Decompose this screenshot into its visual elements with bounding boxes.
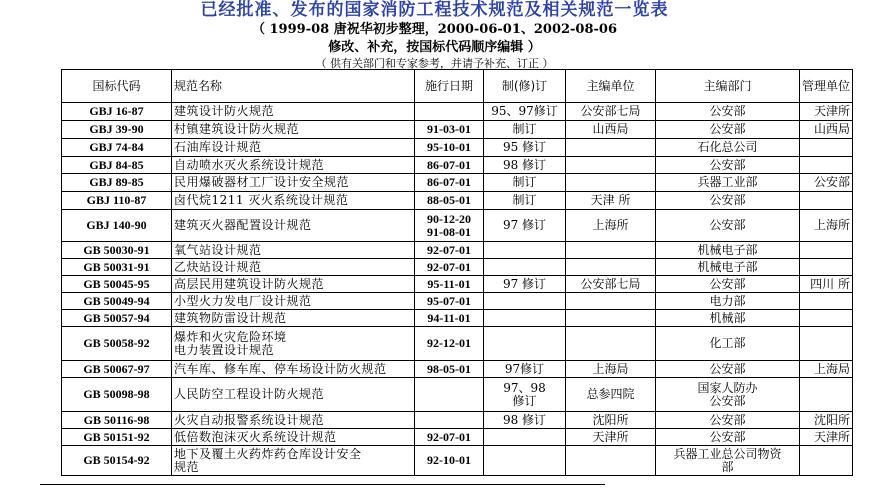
cell-date: 90-12-20 91-08-01 xyxy=(415,210,484,242)
cell-dept: 电力部 xyxy=(656,293,800,310)
cell-unit xyxy=(566,139,656,157)
cell-date: 95-11-01 xyxy=(415,276,484,293)
cell-dept: 公安部 xyxy=(656,103,800,121)
cell-name: 高层民用建筑设计防火规范 xyxy=(172,276,415,293)
cell-rev: 98 修订 xyxy=(484,157,566,174)
cell-dept: 公安部 xyxy=(656,121,800,139)
cell-dept: 化工部 xyxy=(656,327,800,361)
cell-dept: 机械电子部 xyxy=(656,242,800,259)
cell-mgmt xyxy=(800,310,853,327)
table-row xyxy=(62,327,853,361)
header-date: 施行日期 xyxy=(415,70,484,103)
cell-dept: 国家人防办 公安部 xyxy=(656,378,800,412)
cell-unit: 天津所 xyxy=(566,429,656,446)
cell-code: GB 50116-98 xyxy=(62,412,172,429)
table-row xyxy=(62,139,853,157)
cell-name: 低倍数泡沫灭火系统设计规范 xyxy=(172,429,415,446)
table-row xyxy=(62,192,853,210)
cell-name: 乙炔站设计规范 xyxy=(172,259,415,276)
cell-mgmt xyxy=(800,378,853,412)
page-title: 已经批准、发布的国家消防工程技术规范及相关规范一览表 xyxy=(200,0,669,20)
cell-unit xyxy=(566,327,656,361)
cell-date: 91-03-01 xyxy=(415,121,484,139)
cell-date: 92-07-01 xyxy=(415,429,484,446)
cell-name: 村镇建筑设计防火规范 xyxy=(172,121,415,139)
cell-dept: 公安部 xyxy=(656,192,800,210)
cell-unit xyxy=(566,310,656,327)
cell-rev: 97 修订 xyxy=(484,210,566,242)
cell-date: 98-05-01 xyxy=(415,361,484,378)
table-row xyxy=(62,103,853,121)
cell-code: GBJ 110-87 xyxy=(62,192,172,210)
cell-mgmt: 山西局 xyxy=(800,121,853,139)
cell-unit: 公安部七局 xyxy=(566,276,656,293)
cell-code: GB 50058-92 xyxy=(62,327,172,361)
cell-unit: 天津 所 xyxy=(566,192,656,210)
cell-name: 火灾自动报警系统设计规范 xyxy=(172,412,415,429)
cell-mgmt: 天津所 xyxy=(800,103,853,121)
cell-mgmt: 上海局 xyxy=(800,361,853,378)
cell-mgmt xyxy=(800,192,853,210)
standards-table xyxy=(61,69,853,476)
cell-rev: 制订 xyxy=(484,192,566,210)
table-row xyxy=(62,310,853,327)
cell-dept: 兵器工业部 xyxy=(656,174,800,192)
cell-name: 汽车库、修车库、停车场设计防火规范 xyxy=(172,361,415,378)
cell-code: GB 50067-97 xyxy=(62,361,172,378)
subtitle-edit-note: 修改、补充，按国标代码顺序编辑 ） xyxy=(328,40,541,55)
cell-rev: 95 修订 xyxy=(484,139,566,157)
cell-name: 民用爆破器材工厂设计安全规范 xyxy=(172,174,415,192)
cell-rev xyxy=(484,429,566,446)
table-row xyxy=(62,242,853,259)
cell-code: GB 50030-91 xyxy=(62,242,172,259)
cell-dept: 公安部 xyxy=(656,429,800,446)
cell-date: 92-07-01 xyxy=(415,259,484,276)
cell-mgmt: 上海所 xyxy=(800,210,853,242)
cell-code: GBJ 39-90 xyxy=(62,121,172,139)
cell-date: 86-07-01 xyxy=(415,157,484,174)
cell-rev: 98 修订 xyxy=(484,412,566,429)
header-revision: 制(修)订 xyxy=(484,70,566,103)
cell-rev xyxy=(484,242,566,259)
cell-unit: 公安部七局 xyxy=(566,103,656,121)
cell-code: GB 50151-92 xyxy=(62,429,172,446)
cell-unit: 沈阳所 xyxy=(566,412,656,429)
table-row xyxy=(62,412,853,429)
table-row xyxy=(62,121,853,139)
cell-code: GB 50031-91 xyxy=(62,259,172,276)
cell-name: 小型火力发电厂设计规范 xyxy=(172,293,415,310)
cell-date xyxy=(415,103,484,121)
cell-dept: 公安部 xyxy=(656,412,800,429)
cell-code: GB 50098-98 xyxy=(62,378,172,412)
cell-code: GBJ 16-87 xyxy=(62,103,172,121)
cell-mgmt xyxy=(800,242,853,259)
cell-unit xyxy=(566,174,656,192)
cell-rev: 97、98 修订 xyxy=(484,378,566,412)
cell-unit: 上海所 xyxy=(566,210,656,242)
cell-date: 92-12-01 xyxy=(415,327,484,361)
cell-code: GB 50154-92 xyxy=(62,446,172,476)
cell-code: GB 50057-94 xyxy=(62,310,172,327)
cell-mgmt: 天津所 xyxy=(800,429,853,446)
table-row xyxy=(62,293,853,310)
cell-date: 94-11-01 xyxy=(415,310,484,327)
cell-name: 石油库设计规范 xyxy=(172,139,415,157)
cell-name: 建筑设计防火规范 xyxy=(172,103,415,121)
cell-rev: 97修订 xyxy=(484,361,566,378)
cell-name: 建筑物防雷设计规范 xyxy=(172,310,415,327)
header-editor-dept: 主编部门 xyxy=(656,70,800,103)
table-row xyxy=(62,276,853,293)
cell-unit xyxy=(566,157,656,174)
cell-code: GBJ 140-90 xyxy=(62,210,172,242)
cell-dept: 公安部 xyxy=(656,276,800,293)
table-row xyxy=(62,174,853,192)
cell-name: 卤代烷1211 灭火系统设计规范 xyxy=(172,192,415,210)
cell-mgmt: 公安部 xyxy=(800,174,853,192)
cell-dept: 兵器工业总公司物资 部 xyxy=(656,446,800,476)
cell-unit: 山西局 xyxy=(566,121,656,139)
header-management-unit: 管理单位 xyxy=(800,70,853,103)
bottom-divider xyxy=(40,484,605,485)
cell-rev: 制订 xyxy=(484,174,566,192)
cell-rev xyxy=(484,327,566,361)
cell-date: 95-07-01 xyxy=(415,293,484,310)
cell-name: 人民防空工程设计防火规范 xyxy=(172,378,415,412)
cell-date xyxy=(415,412,484,429)
cell-rev xyxy=(484,446,566,476)
cell-rev xyxy=(484,259,566,276)
cell-mgmt xyxy=(800,139,853,157)
cell-unit xyxy=(566,446,656,476)
cell-date: 95-10-01 xyxy=(415,139,484,157)
cell-unit xyxy=(566,242,656,259)
cell-date: 86-07-01 xyxy=(415,174,484,192)
cell-date: 88-05-01 xyxy=(415,192,484,210)
cell-date: 92-10-01 xyxy=(415,446,484,476)
header-name: 规范名称 xyxy=(172,70,415,103)
cell-dept: 公安部 xyxy=(656,361,800,378)
cell-unit: 上海局 xyxy=(566,361,656,378)
table-row xyxy=(62,210,853,242)
cell-dept: 公安部 xyxy=(656,157,800,174)
cell-dept: 机械电子部 xyxy=(656,259,800,276)
cell-mgmt: 沈阳所 xyxy=(800,412,853,429)
subtitle-reference-note: （ 供有关部门和专家参考，并请予补充、订正 ） xyxy=(315,57,554,70)
cell-mgmt xyxy=(800,259,853,276)
table-row xyxy=(62,361,853,378)
table-header-row xyxy=(62,70,853,103)
cell-rev: 制订 xyxy=(484,121,566,139)
cell-unit xyxy=(566,259,656,276)
table-row xyxy=(62,378,853,412)
cell-code: GBJ 89-85 xyxy=(62,174,172,192)
cell-date xyxy=(415,378,484,412)
cell-mgmt xyxy=(800,446,853,476)
cell-name: 建筑灭火器配置设计规范 xyxy=(172,210,415,242)
cell-dept: 机械部 xyxy=(656,310,800,327)
header-editor-unit: 主编单位 xyxy=(566,70,656,103)
header-code: 国标代码 xyxy=(62,70,172,103)
cell-mgmt xyxy=(800,157,853,174)
cell-unit xyxy=(566,293,656,310)
cell-rev: 97 修订 xyxy=(484,276,566,293)
cell-code: GB 50049-94 xyxy=(62,293,172,310)
cell-dept: 公安部 xyxy=(656,210,800,242)
cell-mgmt xyxy=(800,327,853,361)
table-row xyxy=(62,157,853,174)
cell-code: GB 50045-95 xyxy=(62,276,172,293)
table-row xyxy=(62,429,853,446)
cell-name: 地下及覆土火药炸药仓库设计安全 规范 xyxy=(172,446,415,476)
cell-rev xyxy=(484,293,566,310)
cell-name: 氧气站设计规范 xyxy=(172,242,415,259)
cell-code: GBJ 84-85 xyxy=(62,157,172,174)
cell-mgmt xyxy=(800,293,853,310)
subtitle-compiler-note: （ 1999-08 唐祝华初步整理，2000-06-01、2002-08-06 xyxy=(251,22,618,37)
cell-code: GBJ 74-84 xyxy=(62,139,172,157)
cell-mgmt: 四川 所 xyxy=(800,276,853,293)
table-row xyxy=(62,446,853,476)
cell-rev xyxy=(484,310,566,327)
cell-date: 92-07-01 xyxy=(415,242,484,259)
table-row xyxy=(62,259,853,276)
cell-dept: 石化总公司 xyxy=(656,139,800,157)
cell-unit: 总参四院 xyxy=(566,378,656,412)
cell-rev: 95、97修订 xyxy=(484,103,566,121)
cell-name: 自动喷水灭火系统设计规范 xyxy=(172,157,415,174)
cell-name: 爆炸和火灾危险环境 电力装置设计规范 xyxy=(172,327,415,361)
